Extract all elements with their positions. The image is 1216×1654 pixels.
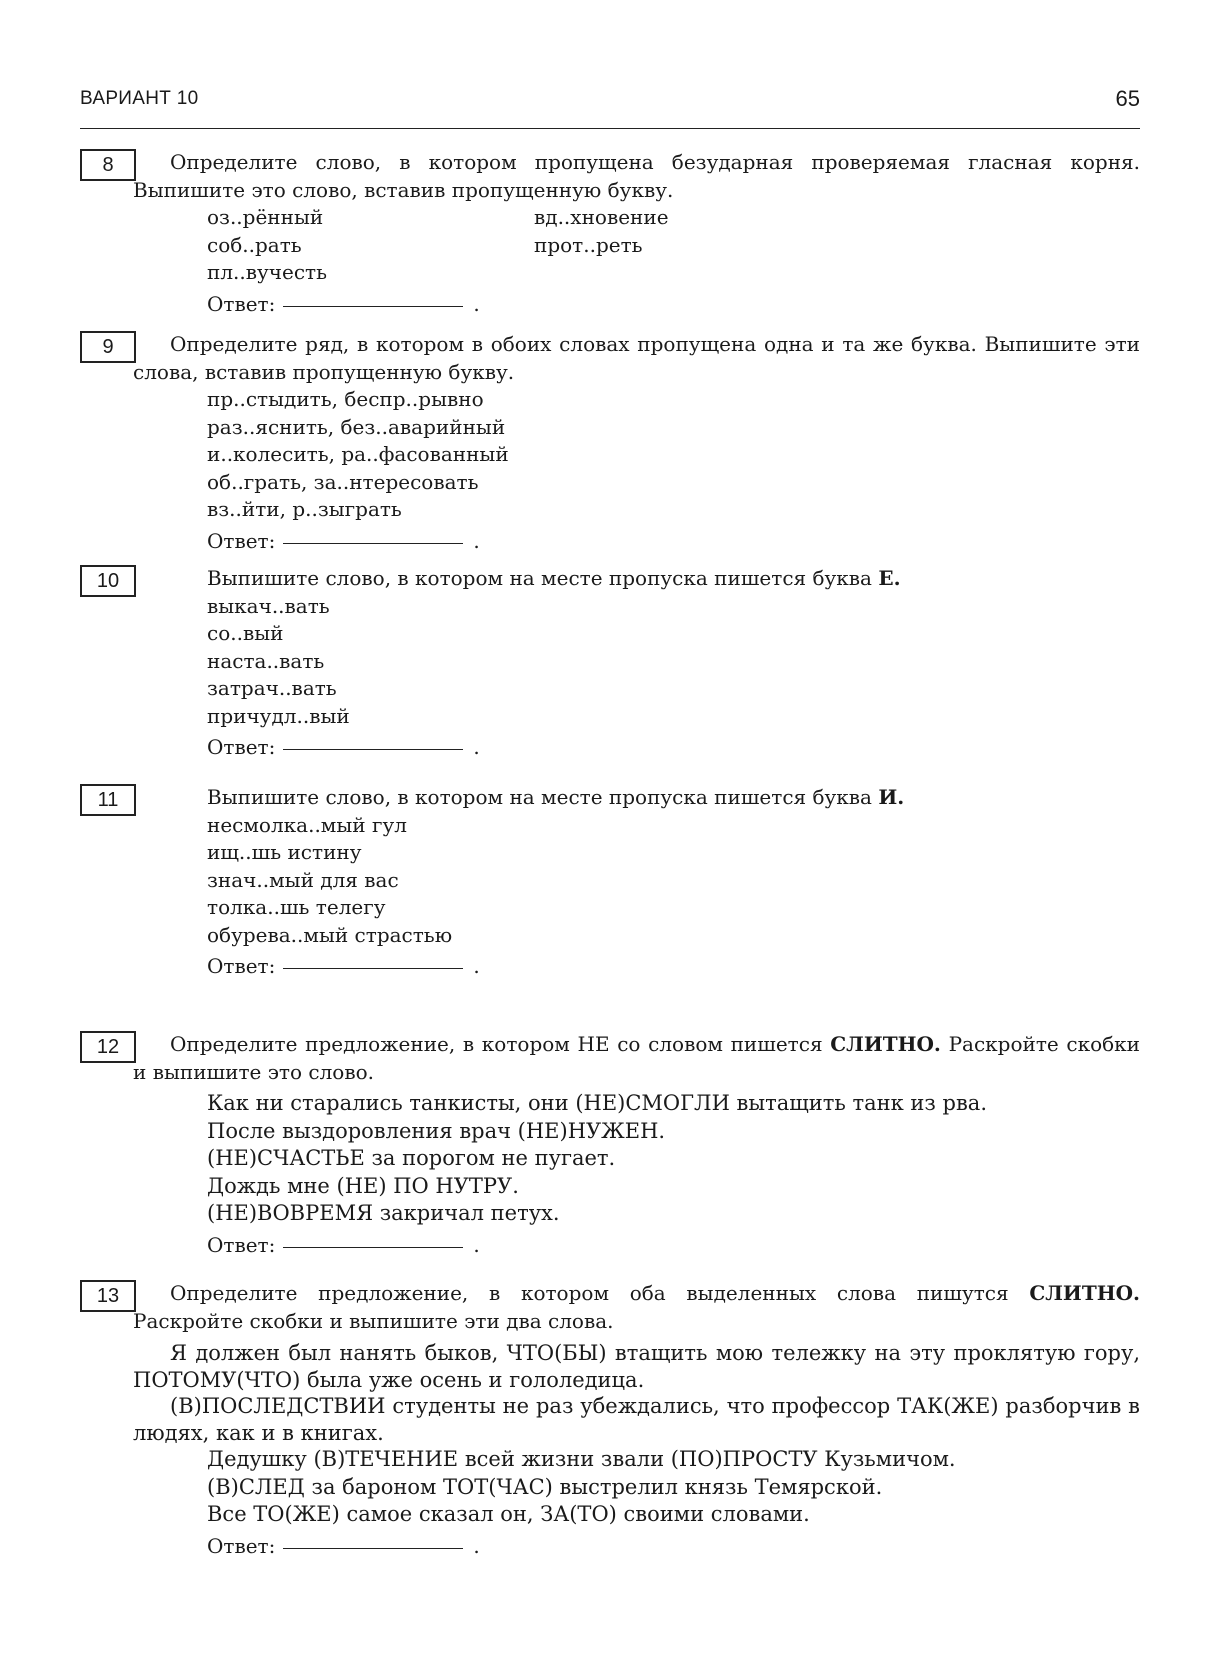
word-option: прот..реть: [534, 232, 643, 257]
word-option: знач..мый для вас: [207, 867, 399, 892]
task-12: [80, 1031, 1140, 1259]
word-option: наста..вать: [207, 648, 325, 673]
sentence-option: Дождь мне (НЕ) ПО НУТРУ.: [207, 1173, 519, 1198]
answer-blank[interactable]: [283, 1247, 463, 1248]
answer-line: Ответ: .: [207, 528, 480, 553]
word-option: ищ..шь истину: [207, 840, 362, 864]
task-number-box: 12: [80, 1031, 136, 1063]
page-header: [80, 88, 1140, 129]
task-13: [80, 1280, 1140, 1560]
word-option: вд..хновение: [534, 205, 669, 229]
answer-blank[interactable]: [283, 1548, 463, 1549]
answer-label: Ответ:: [207, 528, 276, 553]
sentence-option: Как ни старались танкисты, они (НЕ)СМОГЛИ вытащить танк из рва.: [207, 1091, 987, 1115]
word-options: [207, 204, 1140, 287]
sentence-option: Все ТО(ЖЕ) самое сказал он, ЗА(ТО) своими словами.: [207, 1502, 810, 1526]
word-option: раз..яснить, без..аварийный: [207, 414, 506, 439]
answer-line: Ответ: .: [207, 735, 480, 759]
answer-blank[interactable]: [283, 543, 463, 544]
answer-label: Ответ:: [207, 954, 276, 978]
word-option: об..грать, за..нтересовать: [207, 469, 479, 494]
answer-line: Ответ: .: [207, 291, 480, 316]
answer-line: Ответ: .: [207, 1533, 480, 1558]
word-option: пл..вучесть: [207, 260, 327, 284]
task-number-box: 8: [80, 149, 136, 181]
task-number-box: 10: [80, 565, 136, 597]
answer-label: Ответ:: [207, 291, 276, 316]
sentence-option: После выздоровления врач (НЕ)НУЖЕН.: [207, 1118, 666, 1143]
word-option: толка..шь телегу: [207, 895, 386, 919]
answer-line: Ответ: .: [207, 1232, 480, 1257]
sentence-option: Дедушку (В)ТЕЧЕНИЕ всей жизни звали (ПО)ПРОСТУ Кузьмичом.: [207, 1447, 956, 1471]
sentence-option: (В)ПОСЛЕДСТВИИ студенты не раз убеждались, что профессор ТАК(ЖЕ) разборчив в людях, как и в книгах.: [133, 1394, 1140, 1445]
sentence-option: (НЕ)ВОВРЕМЯ закричал петух.: [207, 1201, 560, 1225]
task-11: [80, 784, 1140, 981]
answer-blank[interactable]: [283, 306, 463, 307]
word-option: несмолка..мый гул: [207, 812, 407, 837]
word-option: соб..рать: [207, 232, 302, 257]
task-number-box: 13: [80, 1280, 136, 1312]
answer-line: Ответ: .: [207, 954, 480, 978]
sentence-option: (В)СЛЕД за бароном ТОТ(ЧАС) выстрелил князь Темярской.: [207, 1474, 883, 1499]
answer-blank[interactable]: [283, 749, 463, 750]
variant-title: ВАРИАНТ 10: [80, 88, 199, 109]
answer-label: Ответ:: [207, 1533, 276, 1558]
sentence-option: Я должен был нанять быков, ЧТО(БЫ) втащить мою тележку на эту проклятую гору, ПОТОМУ(ЧТО) была уже осень и гололедица.: [133, 1341, 1140, 1392]
task-10: [80, 565, 1140, 762]
word-option: причудл..вый: [207, 703, 350, 728]
task-prompt: Определите слово, в котором пропущена безударная проверяемая гласная корня. Выпишите это слово, вставив пропущенную букву.: [133, 150, 1140, 202]
task-prompt: Определите предложение, в котором оба выделенных слова пишутся СЛИТНО. Раскройте скобки и выпишите эти два слова.: [133, 1281, 1140, 1333]
task-number-box: 11: [80, 784, 136, 816]
word-option: вз..йти, р..зыграть: [207, 497, 402, 521]
task-prompt: Определите ряд, в котором в обоих словах пропущена одна и та же буква. Выпишите эти слова, вставив пропущенную букву.: [133, 332, 1140, 384]
answer-label: Ответ:: [207, 1232, 276, 1257]
word-option: оз..рённый: [207, 205, 324, 229]
task-number-box: 9: [80, 331, 136, 363]
task-8: [80, 149, 1140, 318]
word-option: обурева..мый страстью: [207, 922, 453, 947]
word-option: выкач..вать: [207, 593, 330, 618]
task-9: [80, 331, 1140, 555]
sentence-option: (НЕ)СЧАСТЬЕ за порогом не пугает.: [207, 1146, 616, 1170]
task-prompt: Выпишите слово, в котором на месте пропуска пишется буква И.: [207, 785, 905, 809]
answer-blank[interactable]: [283, 968, 463, 969]
task-prompt: Выпишите слово, в котором на месте пропуска пишется буква Е.: [207, 566, 901, 590]
word-option: затрач..вать: [207, 676, 337, 700]
word-option: пр..стыдить, беспр..рывно: [207, 387, 484, 411]
page-number: 65: [1115, 86, 1140, 111]
task-prompt: Определите предложение, в котором НЕ со словом пишется СЛИТНО. Раскройте скобки и выпишите это слово.: [133, 1032, 1141, 1084]
word-option: и..колесить, ра..фасованный: [207, 442, 509, 466]
answer-label: Ответ:: [207, 735, 276, 759]
word-option: со..вый: [207, 621, 284, 645]
